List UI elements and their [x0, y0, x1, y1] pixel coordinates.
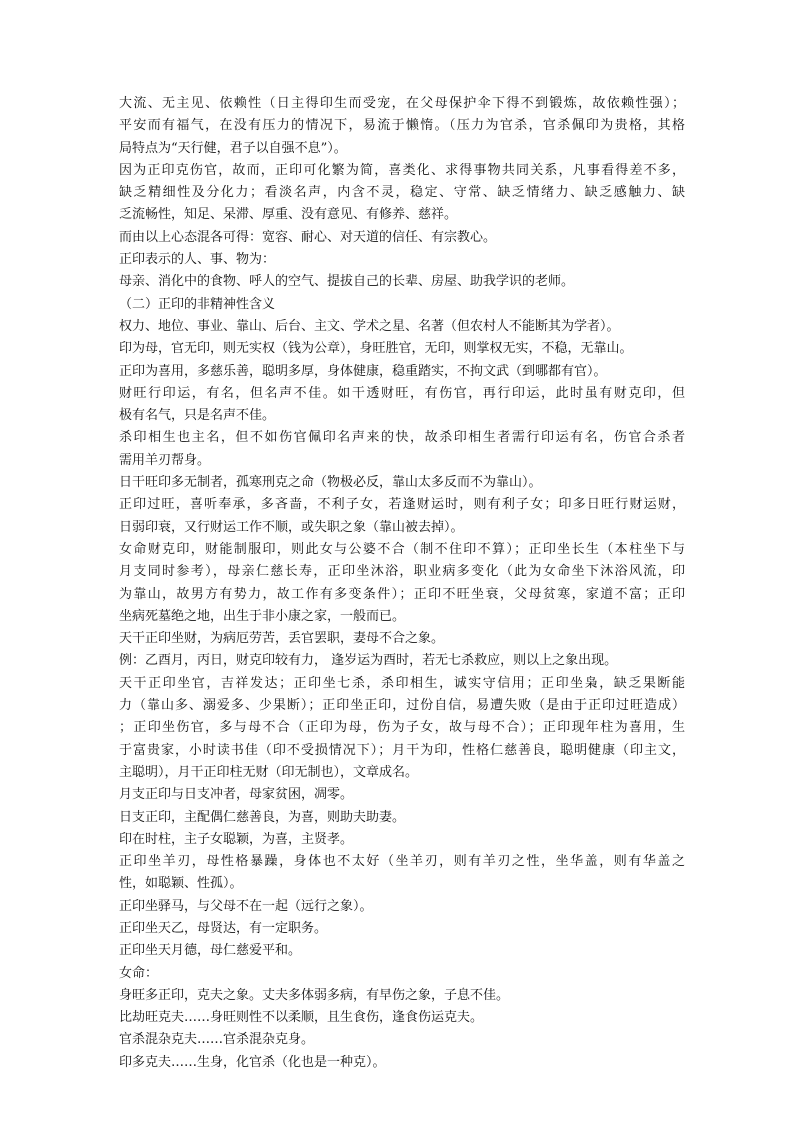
text-line: 女命： — [119, 965, 159, 981]
text-line: 正印坐天月德，母仁慈爱平和。 — [119, 943, 302, 959]
text-line: 权力、地位、事业、靠山、后台、主文、学术之星、名著（但农村人不能断其为学者）。 — [119, 318, 620, 334]
text-line: （二）正印的非精神性含义 — [119, 296, 276, 312]
text-line: 母亲、消化中的食物、呼人的空气、提拔自己的长辈、房屋、助我学识的老师。 — [119, 274, 575, 290]
text-line: 为靠山，故男方有势力，故工作有多变条件）；正印不旺坐衰，父母贫寒，家道不富；正印 — [119, 586, 685, 602]
text-line: 正印表示的人、事、物为： — [119, 252, 276, 268]
text-line: 正印过旺，喜听奉承，多吝啬，不利子女，若逢财运时，则有利子女；印多日旺行财运财， — [119, 497, 685, 513]
text-line: 大流、无主见、依赖性（日主得印生而受宠，在父母保护伞下得不到锻炼，故依赖性强）； — [119, 96, 685, 111]
text-line: 官杀混杂克夫……官杀混杂克身。 — [119, 1032, 315, 1048]
text-line: 需用羊刃帮身。 — [119, 452, 211, 468]
text-line: 印在时柱，主子女聪颖，为喜，主贤孝。 — [119, 831, 354, 847]
text-line: 女命财克印，财能制服印，则此女与公婆不合（制不住印不算）；正印坐长生（本柱坐下与 — [119, 541, 685, 557]
text-line: 缺乏精细性及分化力；看淡名声，内含不灵，稳定、守常、缺乏情绪力、缺乏感触力、缺 — [119, 185, 685, 201]
text-line: 因为正印克伤官，故而，正印可化繁为简，喜类化、求得事物共同关系，凡事看得差不多， — [119, 162, 685, 178]
text-line: 平安而有福气，在没有压力的情况下，易流于懒惰。（压力为官杀，官杀佩印为贵格，其格 — [119, 118, 685, 134]
text-line: 正印坐天乙，母贤达，有一定职务。 — [119, 920, 328, 936]
text-line: 正印坐羊刃，母性格暴躁，身体也不太好（坐羊刃，则有羊刃之性，坐华盖，则有华盖之 — [119, 854, 685, 870]
text-line: 而由以上心态混各可得：宽容、耐心、对天道的信任、有宗教心。 — [119, 229, 497, 245]
text-line: 比劫旺克夫……身旺则性不以柔顺，且生食伤，逢食伤运克夫。 — [119, 1010, 484, 1026]
text-line: 日干旺印多无制者，孤寒刑克之命（物极必反，靠山太多反而不为靠山）。 — [119, 475, 542, 491]
text-line: 正印坐驿马，与父母不在一起（远行之象）。 — [119, 898, 373, 914]
text-line: 月支正印与日支冲者，母家贫困，凋零。 — [119, 787, 354, 803]
text-line: 印多克夫……生身，化官杀（化也是一种克）。 — [119, 1054, 386, 1070]
text-line: 身旺多正印，克夫之象。丈夫多体弱多病，有早伤之象，子息不佳。 — [119, 987, 510, 1003]
text-line: 主聪明），月干正印柱无财（印无制也），文章成名。 — [119, 764, 419, 780]
text-line: 天干正印坐官，吉祥发达；正印坐七杀，杀印相生，诚实守信用；正印坐枭，缺乏果断能 — [119, 675, 685, 691]
text-line: 例：乙酉月，丙日，财克印较有力， 逢岁运为酉时，若无七杀救应，则以上之象出现。 — [119, 653, 618, 669]
text-line: 坐病死墓绝之地，出生于非小康之家，一般而已。 — [119, 608, 406, 624]
text-line: 日弱印衰，又行财运工作不顺，或失职之象（靠山被去掉）。 — [119, 519, 464, 535]
text-line: 正印为喜用，多慈乐善，聪明多厚，身体健康，稳重踏实，不拘文武（到哪都有官）。 — [119, 363, 607, 379]
text-line: 天干正印坐财，为病厄劳苦，丢官罢职，妻母不合之象。 — [119, 631, 445, 647]
text-line: 于富贵家，小时读书佳（印不受损情况下）；月干为印，性格仁慈善良，聪明健康（印主文， — [119, 742, 685, 758]
text-line: ；正印坐伤官，多与母不合（正印为母，伤为子女，故与母不合）；正印现年柱为喜用，生 — [119, 720, 685, 736]
text-line: 极有名气，只是名声不佳。 — [119, 408, 276, 424]
text-line: 力（靠山多、溺爱多、少果断）；正印坐正印，过份自信，易遭失败（是由于正印过旺造成） — [119, 698, 685, 714]
text-line: 印为母，官无印，则无实权（钱为公章），身旺胜官，无印，则掌权无实，不稳，无靠山。 — [119, 341, 633, 357]
text-line: 性，如聪颖、性孤）。 — [119, 876, 243, 892]
text-line: 乏流畅性，知足、呆滞、厚重、没有意见、有修养、慈祥。 — [119, 207, 458, 223]
text-line: 财旺行印运，有名，但名声不佳。如干透财旺，有伤官，再行印运，此时虽有财克印，但 — [119, 385, 685, 401]
text-line: 月支同时参考），母亲仁慈长寿，正印坐沐浴，职业病多变化（此为女命坐下沐浴风流，印 — [119, 564, 685, 580]
document-page — [119, 93, 685, 1074]
text-line: 日支正印，主配偶仁慈善良，为喜，则助夫助妻。 — [119, 809, 406, 825]
text-line: 杀印相生也主名，但不如伤官佩印名声来的快，故杀印相生者需行印运有名，伤官合杀者 — [119, 430, 685, 446]
text-line: 局特点为“天行健，君子以自强不息”）。 — [119, 140, 347, 156]
